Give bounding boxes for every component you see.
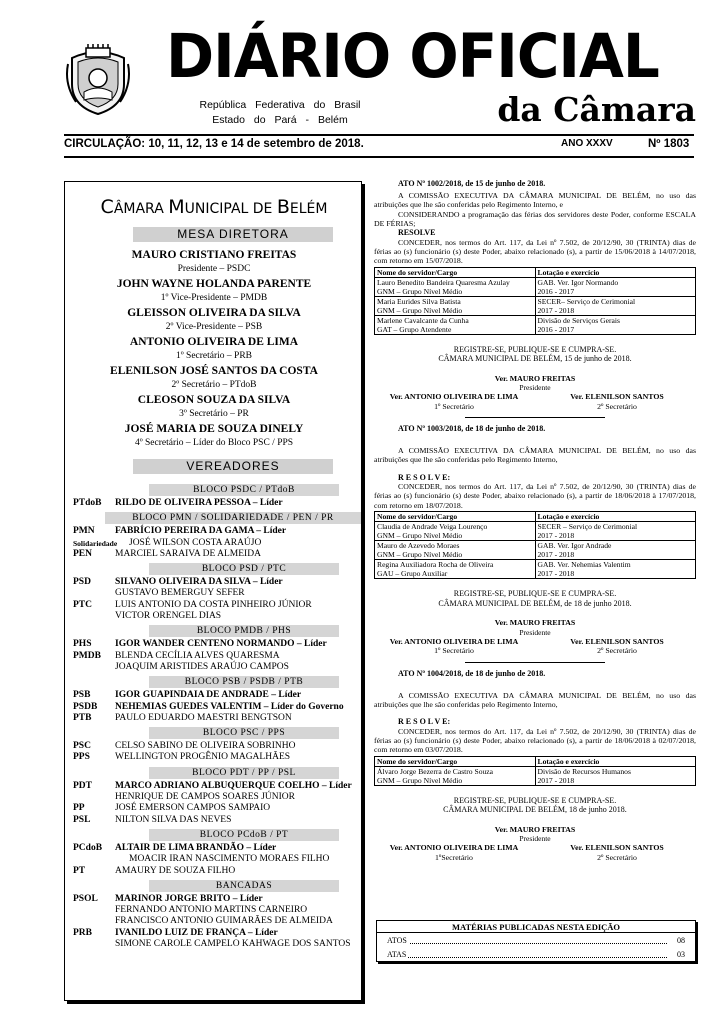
secretary-1-name: Ver. ANTONIO OLIVEIRA DE LIMA — [389, 636, 519, 646]
bloc-header: BLOCO PSB / PSDB / PTB — [149, 676, 339, 688]
server-period: 2017 - 2018 — [537, 550, 575, 560]
republic-line: República Federativa do Brasil — [199, 99, 361, 111]
officer-name: JOHN WAYNE HOLANDA PARENTE — [116, 278, 312, 290]
party-label: Solidariedade — [73, 538, 118, 548]
member-row — [65, 702, 363, 713]
party-label: PHS — [73, 639, 92, 650]
officer-list — [65, 248, 363, 451]
member-row — [65, 854, 363, 865]
server-name: Regina Auxiliadora Rocha de Oliveira — [377, 560, 494, 570]
act-paragraph: CONCEDER, nos termos do Art. 117, da Lei nº 7.502, de 20/12/90, 30 (TRINTA) dias de férias ao (s) funcionário (s) deste Poder, abaixo relacionado (s), a partir de 18/06/2018 à 17/07/2018, com retorno em 18/07/2018. — [374, 482, 696, 510]
secretaries-signatures — [374, 637, 696, 656]
act-title: ATO Nº 1002/2018, de 15 de junho de 2018. — [398, 179, 546, 188]
member-row — [65, 928, 363, 939]
member-row — [65, 526, 363, 537]
bloc-header: BLOCO PDT / PP / PSL — [149, 767, 339, 779]
server-location: Divisão de Serviços Gerais — [537, 315, 620, 325]
member-name: SIMONE CAROLE CAMPELO KAHWAGE DOS SANTOS — [115, 939, 351, 950]
member-row — [65, 916, 363, 927]
server-name: Mauro de Azevedo Moraes — [377, 541, 460, 551]
act-paragraph: A COMISSÃO EXECUTIVA DA CÂMARA MUNICIPAL DE BELÉM, no uso das atribuições que lhe são conferidas pelo Regimento Interno, — [374, 690, 696, 709]
location-cell — [535, 560, 696, 579]
server-group: GAT – Grupo Atendente — [377, 324, 452, 334]
table-row — [375, 277, 696, 296]
officer-entry — [65, 393, 363, 422]
location-cell — [535, 541, 696, 560]
bloc-header: BLOCO PSD / PTC — [149, 563, 339, 575]
member-name: MARINOR JORGE BRITO – Líder — [115, 893, 263, 904]
member-row — [65, 651, 363, 662]
member-name: GUSTAVO BEMERGUY SEFER — [115, 588, 245, 599]
officer-position: 1º Vice-Presidente – PMDB — [160, 293, 268, 303]
member-name: PAULO EDUARDO MAESTRI BENGTSON — [115, 712, 292, 723]
server-period: 2017 - 2018 — [537, 775, 575, 785]
server-cell — [375, 315, 536, 334]
header-rule-bottom — [64, 156, 694, 158]
officer-entry — [65, 306, 363, 335]
party-label: PTB — [73, 712, 92, 723]
column-header: Nome do servidor/Cargo — [375, 512, 536, 522]
bloc-header: BANCADAS — [149, 880, 339, 892]
member-row — [65, 549, 363, 560]
act-1002 — [374, 179, 696, 418]
member-name: NILTON SILVA DAS NEVES — [115, 814, 232, 825]
place-date: CÂMARA MUNICIPAL DE BELÉM, 18 de junho 2018. — [443, 805, 627, 815]
server-period: 2016 - 2017 — [537, 286, 575, 296]
member-name: AMAURY DE SOUZA FILHO — [115, 865, 236, 876]
location-cell — [535, 296, 696, 315]
member-row — [65, 905, 363, 916]
officer-position: 3º Secretário – PR — [179, 409, 249, 419]
chamber-members-box — [64, 181, 362, 1001]
place-date: CÂMARA MUNICIPAL DE BELÉM, de 18 de junho 2018. — [438, 598, 632, 608]
server-period: 2017 - 2018 — [537, 305, 575, 315]
server-cell — [375, 296, 536, 315]
secretary-1-title: 1º Secretário — [434, 401, 474, 411]
secretary-1-name: Ver. ANTONIO OLIVEIRA DE LIMA — [389, 843, 519, 853]
officer-entry — [65, 364, 363, 393]
officer-name: CLEOSON SOUZA DA SILVA — [137, 394, 291, 406]
server-location: SECER – Serviço de Cerimonial — [537, 522, 638, 532]
member-row — [65, 577, 363, 588]
dot-leader — [387, 949, 667, 958]
act-paragraph: CONCEDER, nos termos do Art. 117, da Lei nº 7.502, de 20/12/90, 30 (TRINTA) dias de férias ao (s) funcionário (s) deste Poder, abaixo relacionado (s), a partir de 15/06/2018 à 14/07/2018, com retorno em 15/07/2018. — [374, 237, 696, 266]
servers-table — [374, 756, 696, 786]
bloc-header: BLOCO PSC / PPS — [149, 727, 339, 739]
server-cell — [375, 541, 536, 560]
member-name: FERNANDO ANTONIO MARTINS CARNEIRO — [115, 905, 308, 916]
servers-table — [374, 267, 696, 335]
member-row — [65, 815, 363, 826]
member-row — [65, 611, 363, 622]
secretary-2-name: Ver. ELENILSON SANTOS — [570, 636, 664, 646]
party-label: PSOL — [73, 893, 98, 904]
officer-position: 2º Vice-Presidente – PSB — [165, 322, 263, 332]
server-cell — [375, 766, 536, 785]
member-name: IGOR GUAPINDAIA DE ANDRADE – Líder — [115, 690, 302, 701]
member-name: CELSO SABINO DE OLIVEIRA SOBRINHO — [115, 741, 296, 752]
act-title: ATO Nº 1003/2018, de 18 de junho de 2018. — [398, 424, 546, 434]
secretary-2-title: 2º Secretário — [597, 401, 637, 411]
party-label: PCdoB — [73, 842, 103, 853]
member-name: HENRIQUE DE CAMPOS SOARES JÚNIOR — [115, 792, 295, 803]
issue-number: Nº 1803 — [648, 138, 690, 150]
register-line: REGISTRE-SE, PUBLIQUE-SE E CUMPRA-SE. — [453, 589, 617, 599]
act-paragraph: A COMISSÃO EXECUTIVA DA CÂMARA MUNICIPAL DE BELÉM, no uso das atribuições que lhe são conferidas pelo Regimento Interno, — [374, 446, 696, 465]
member-row — [65, 588, 363, 599]
officer-position: Presidente – PSDC — [177, 264, 251, 274]
server-period: 2017 - 2018 — [537, 531, 575, 541]
resolve-label: R E S O L V E: — [398, 472, 451, 482]
server-name: Claudia de Andrade Veiga Lourenço — [377, 522, 488, 532]
materials-title: MATÉRIAS PUBLICADAS NESTA EDIÇÃO — [377, 921, 695, 933]
secretary-2-name: Ver. ELENILSON SANTOS — [570, 392, 664, 402]
table-row — [375, 766, 696, 785]
coat-of-arms-logo — [66, 44, 130, 116]
server-location: GAB. Ver. Igor Normando — [537, 277, 619, 287]
masthead-title: DIÁRIO OFICIAL — [166, 20, 659, 92]
table-row — [375, 296, 696, 315]
officer-entry — [65, 277, 363, 306]
secretaries-signatures — [374, 392, 696, 411]
location-cell — [535, 315, 696, 334]
bloc-header: BLOCO PMN / SOLIDARIEDADE / PEN / PR — [105, 512, 361, 524]
officer-name: ELENILSON JOSÉ SANTOS DA COSTA — [110, 365, 318, 377]
table-header-row — [375, 267, 696, 277]
party-label: PSC — [73, 741, 91, 752]
circulation-bar — [64, 138, 694, 152]
column-header: Nome do servidor/Cargo — [375, 267, 536, 277]
year-label: ANO XXXV — [561, 138, 613, 149]
resolve-label: RESOLVE — [398, 228, 436, 238]
member-row — [65, 792, 363, 803]
member-row — [65, 639, 363, 650]
officer-name: ANTONIO OLIVEIRA DE LIMA — [129, 336, 299, 348]
member-name: IVANILDO LUIZ DE FRANÇA – Líder — [115, 927, 278, 938]
president-title: Presidente — [519, 834, 551, 844]
party-label: PEN — [73, 548, 92, 559]
member-name: IGOR WANDER CENTENO NORMANDO – Líder — [115, 639, 327, 650]
member-name: RILDO DE OLIVEIRA PESSOA – Líder — [115, 498, 283, 508]
column-header: Lotação e exercício — [535, 267, 696, 277]
member-row — [65, 690, 363, 701]
member-row — [65, 781, 363, 792]
secretary-2-name: Ver. ELENILSON SANTOS — [570, 843, 664, 853]
officer-name: MAURO CRISTIANO FREITAS — [131, 249, 297, 261]
member-name: JOSÉ WILSON COSTA ARAÚJO — [129, 537, 262, 548]
server-cell — [375, 522, 536, 541]
server-name: Lauro Benedito Bandeira Quaresma Azulay — [377, 277, 510, 287]
circulation-dates: CIRCULAÇÃO: 10, 11, 12, 13 e 14 de setembro de 2018. — [64, 138, 364, 150]
column-header: Nome do servidor/Cargo — [375, 756, 536, 766]
party-label: PT — [73, 865, 86, 876]
member-row — [65, 939, 363, 950]
place-date: CÂMARA MUNICIPAL DE BELÉM, 15 de junho de 2018. — [438, 354, 632, 364]
party-label: PMN — [73, 526, 95, 537]
table-row — [375, 522, 696, 541]
member-row — [65, 662, 363, 673]
act-1003 — [374, 424, 696, 662]
server-group: GNM – Grupo Nível Médio — [377, 775, 463, 785]
member-row — [65, 741, 363, 752]
party-label: PRB — [73, 927, 92, 938]
officer-entry — [65, 248, 363, 277]
act-paragraph: A COMISSÃO EXECUTIVA DA CÂMARA MUNICIPAL DE BELÉM, no uso das atribuições que lhe são conferidas pelo Regimento Interno, e — [374, 191, 696, 210]
party-label: PTC — [73, 599, 92, 610]
published-materials-box — [376, 920, 696, 962]
member-name: LUIS ANTONIO DA COSTA PINHEIRO JÚNIOR — [115, 599, 312, 610]
party-label: PSB — [73, 690, 91, 701]
location-cell — [535, 766, 696, 785]
chamber-title: CÂMARA MUNICIPAL DE BELÉM — [100, 196, 328, 218]
bloc-list — [65, 481, 363, 950]
member-name: JOAQUIM ARISTIDES ARAÚJO CAMPOS — [115, 661, 289, 672]
masthead-subtitle: da Câmara — [497, 90, 696, 129]
register-line: REGISTRE-SE, PUBLIQUE-SE E CUMPRA-SE. — [453, 344, 617, 354]
vereadores-header: VEREADORES — [133, 459, 333, 474]
member-name: FRANCISCO ANTONIO GUIMARÃES DE ALMEIDA — [115, 916, 333, 927]
server-location: Divisão de Recursos Humanos — [537, 766, 631, 776]
table-header-row — [375, 756, 696, 766]
state-line: Estado do Pará - Belém — [212, 114, 348, 126]
president-name: Ver. MAURO FREITAS — [494, 618, 576, 628]
server-group: GAU – Grupo Auxiliar — [377, 569, 448, 579]
president-name: Ver. MAURO FREITAS — [494, 824, 576, 834]
table-header-row — [375, 512, 696, 522]
member-row — [65, 752, 363, 763]
bloc-header: BLOCO PCdoB / PT — [149, 829, 339, 841]
member-name: ALTAIR DE LIMA BRANDÃO – Líder — [115, 842, 277, 853]
member-name: BLENDA CECÍLIA ALVES QUARESMA — [115, 650, 280, 661]
dot-leader — [387, 935, 667, 944]
party-label: PMDB — [73, 650, 101, 661]
server-name: Maria Eurides Silva Batista — [377, 296, 461, 306]
server-period: 2017 - 2018 — [537, 569, 575, 579]
server-name: Marlene Cavalcante da Cunha — [377, 315, 469, 325]
member-row — [65, 713, 363, 724]
server-group: GNM – Grupo Nível Médio — [377, 286, 463, 296]
column-header: Lotação e exercício — [535, 756, 696, 766]
member-row — [65, 894, 363, 905]
secretary-1-title: 1ºSecretário — [435, 852, 473, 862]
officer-entry — [65, 422, 363, 451]
officer-position: 4º Secretário – Líder do Bloco PSC / PPS — [134, 438, 294, 448]
servers-table — [374, 511, 696, 579]
server-location: GAB. Ver. Igor Andrade — [537, 541, 612, 551]
member-name: WELLINGTON PROGÊNIO MAGALHÃES — [115, 752, 291, 763]
materials-row — [387, 949, 685, 961]
secretary-1-title: 1º Secretário — [434, 646, 474, 656]
officer-name: GLEISSON OLIVEIRA DA SILVA — [127, 307, 301, 319]
location-cell — [535, 277, 696, 296]
member-name: SILVANO OLIVEIRA DA SILVA – Líder — [115, 577, 283, 588]
act-1004 — [374, 669, 696, 862]
server-cell — [375, 560, 536, 579]
member-row — [65, 498, 363, 509]
president-title: Presidente — [519, 627, 551, 637]
party-label: PTdoB — [73, 498, 102, 508]
member-row — [65, 538, 363, 549]
location-cell — [535, 522, 696, 541]
secretary-2-title: 2º Secretário — [597, 646, 637, 656]
member-name: MARCO ADRIANO ALBUQUERQUE COELHO – Líder — [115, 780, 352, 791]
server-group: GNM – Grupo Nível Médio — [377, 305, 463, 315]
resolve-label: R E S O L V E: — [398, 717, 451, 727]
bloc-header: BLOCO PSDC / PTdoB — [149, 484, 339, 496]
table-row — [375, 315, 696, 334]
party-label: PPS — [73, 752, 90, 763]
party-label: PSL — [73, 814, 91, 825]
officer-position: 2º Secretário – PTdoB — [171, 380, 257, 390]
server-group: GNM – Grupo Nível Médio — [377, 550, 463, 560]
server-name: Álvaro Jorge Bezerra de Castro Souza — [377, 766, 494, 776]
materials-label: ATOS — [387, 936, 407, 945]
president-name: Ver. MAURO FREITAS — [494, 373, 576, 383]
party-label: PSDB — [73, 701, 98, 712]
server-period: 2016 - 2017 — [537, 324, 575, 334]
member-name: JOSÉ EMERSON CAMPOS SAMPAIO — [115, 803, 271, 814]
member-row — [65, 866, 363, 877]
bloc-header: BLOCO PMDB / PHS — [149, 625, 339, 637]
party-label: PDT — [73, 780, 92, 791]
secretary-2-title: 2º Secretário — [597, 852, 637, 862]
server-group: GNM – Grupo Nível Médio — [377, 531, 463, 541]
table-row — [375, 541, 696, 560]
secretary-1-name: Ver. ANTONIO OLIVEIRA DE LIMA — [389, 392, 519, 402]
party-label: PSD — [73, 577, 91, 588]
materials-row — [387, 935, 685, 947]
officer-position: 1º Secretário – PRB — [175, 351, 253, 361]
member-row — [65, 843, 363, 854]
act-paragraph: CONSIDERANDO a programação das férias dos servidores deste Poder, conforme ESCALA DE FÉRIAS; — [374, 209, 696, 228]
server-cell — [375, 277, 536, 296]
mesa-diretora-header: MESA DIRETORA — [133, 227, 333, 242]
server-location: GAB. Ver. Nehemias Valentim — [537, 560, 631, 570]
member-name: VICTOR ORENGEL DIAS — [115, 611, 222, 622]
officer-name: JOSÉ MARIA DE SOUZA DINELY — [124, 423, 304, 435]
register-line: REGISTRE-SE, PUBLIQUE-SE E CUMPRA-SE. — [453, 795, 617, 805]
member-name: NEHEMIAS GUEDES VALENTIM – Líder do Governo — [115, 701, 344, 712]
materials-page: 03 — [677, 950, 685, 959]
act-paragraph: CONCEDER, nos termos do Art. 117, da Lei nº 7.502, de 20/12/90, 30 (TRINTA) dias de férias ao (s) funcionário (s) deste Poder, abaixo relacionado (s), a partir de 18/06/2018 à 02/07/2018, com retorno em 03/07/2018. — [374, 726, 696, 755]
materials-page: 08 — [677, 936, 685, 945]
member-row — [65, 803, 363, 814]
party-label: PP — [73, 803, 85, 814]
header-rule-top — [64, 134, 694, 136]
president-title: Presidente — [519, 383, 551, 393]
member-row — [65, 600, 363, 611]
secretaries-signatures — [374, 843, 696, 862]
act-title: ATO Nº 1004/2018, de 18 de junho de 2018. — [398, 668, 546, 678]
materials-label: ATAS — [387, 950, 407, 959]
officer-entry — [65, 335, 363, 364]
column-header: Lotação e exercício — [535, 512, 696, 522]
acts-column — [374, 179, 696, 862]
member-name: MOACIR IRAN NASCIMENTO MORAES FILHO — [129, 854, 330, 865]
server-location: SECER– Serviço de Cerimonial — [537, 296, 636, 306]
member-name: MARCIEL SARAIVA DE ALMEIDA — [115, 548, 261, 559]
table-row — [375, 560, 696, 579]
member-name: FABRÍCIO PEREIRA DA GAMA – Líder — [115, 526, 287, 537]
